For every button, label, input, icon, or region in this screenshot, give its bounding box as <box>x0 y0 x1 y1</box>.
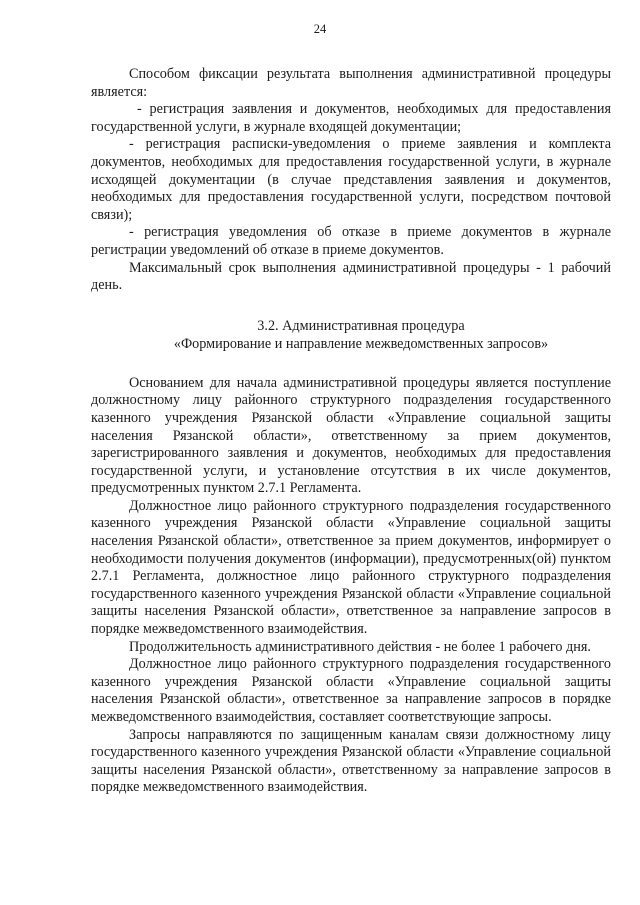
paragraph-grounds: Основанием для начала административной процедуры является поступление должностному лицу районного структурного подразделения государственного казенного учреждения Рязанской области «Управление социальной защиты населения Рязанской области», ответственному за прием документов, зарегистрированного заявления и документов, необходимых для предоставления государственной услуги, и установление отсутствия в их числе документов, предусмотренных пунктом 2.7.1 Регламента. <box>91 374 611 497</box>
list-item-registration-receipt: - регистрация расписки-уведомления о приеме заявления и комплекта документов, необходимых для предоставления государственной услуги, в журнале исходящей документации (в случае представления заявления и документов, необходимых для предоставления государственной услуги, посредством почтовой связи); <box>91 136 611 223</box>
paragraph-action-duration: Продолжительность административного действия - не более 1 рабочего дня. <box>129 638 591 655</box>
page-number: 24 <box>313 22 327 36</box>
list-item-registration-refusal: - регистрация уведомления об отказе в приеме документов в журнале регистрации уведомлений об отказе в приеме документов. <box>91 224 611 258</box>
section-heading-number: 3.2. Административная процедура <box>257 317 465 334</box>
paragraph-compose-requests: Должностное лицо районного структурного подразделения государственного казенного учреждения Рязанской области «Управление социальной защиты населения Рязанской области», ответственное за направление запросов в порядке межведомственного взаимодействия, составляет соответствующие запросы. <box>91 656 611 725</box>
paragraph-fixation-method: Способом фиксации результата выполнения административной процедуры является: <box>91 66 611 100</box>
document-body <box>91 66 611 797</box>
paragraph-max-duration: Максимальный срок выполнения административной процедуры - 1 рабочий день. <box>91 259 611 294</box>
paragraph-requests-sent: Запросы направляются по защищенным каналам связи должностному лицу государственного казенного учреждения Рязанской области «Управление социальной защиты населения Рязанской области», ответственному за направление запросов в порядке межведомственного взаимодействия. <box>91 726 611 796</box>
list-item-registration-incoming: - регистрация заявления и документов, необходимых для предоставления государственной услуги, в журнале входящей документации; <box>91 101 611 135</box>
section-heading-title: «Формирование и направление межведомственных запросов» <box>173 335 549 352</box>
paragraph-official-informs: Должностное лицо районного структурного подразделения государственного казенного учреждения Рязанской области «Управление социальной защиты населения Рязанской области», ответственное за прием документов, информирует о необходимости получения документов (информации), предусмотренных(ой) пунктом 2.7.1 Регламента, должностное лицо районного структурного подразделения государственного казенного учреждения Рязанской области «Управление социальной защиты населения Рязанской области», ответственное за направление запросов в порядке межведомственного взаимодействия. <box>91 497 611 638</box>
